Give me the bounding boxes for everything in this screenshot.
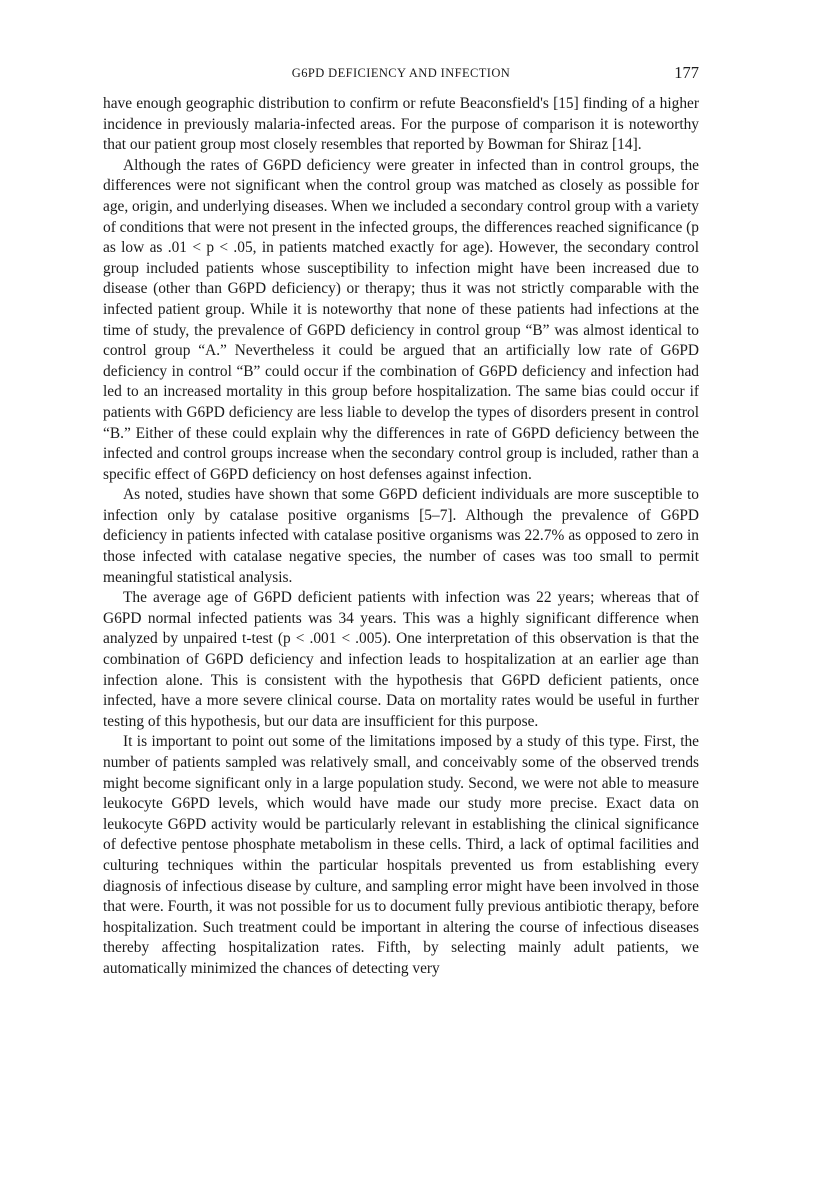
page-number: 177 [674, 63, 699, 82]
paragraph: The average age of G6PD deficient patients with infection was 22 years; whereas that of G6PD normal infected patients was 34 years. This was a highly significant difference when analyzed by unpaired t-test (p < .001 < .005). One interpretation of this observation is that the combination of G6PD deficiency and infection leads to hospitalization at an earlier age than infection alone. This is consistent with the hypothesis that G6PD deficient patients, once infected, have a more severe clinical course. Data on mortality rates would be useful in further testing of this hypothesis, but our data are insufficient for this purpose. [103, 589, 699, 730]
body-text [103, 94, 699, 980]
paragraph: Although the rates of G6PD deficiency were greater in infected than in control groups, the differences were not significant when the control group was matched as closely as possible for age, origin, and underlying diseases. When we included a secondary control group with a variety of conditions that were not present in the infected groups, the differences reached significance (p as low as .01 < p < .05, in patients matched exactly for age). However, the secondary control group included patients whose susceptibility to infection might have been increased due to disease (other than G6PD deficiency) or therapy; thus it was not strictly comparable with the infected patient group. While it is noteworthy that none of these patients had infections at the time of study, the prevalence of G6PD deficiency in control group “B” was almost identical to control group “A.” Nevertheless it could be argued that an artificially low rate of G6PD deficiency in control “B” could occur if the combination of G6PD deficiency and infection had led to an increased mortality in this group before hospitalization. The same bias could occur if patients with G6PD deficiency are less liable to develop the types of disorders present in control “B.” Either of these could explain why the differences in rate of G6PD deficiency between the infected and control groups increase when the secondary control group is included, rather than a specific effect of G6PD deficiency on host defenses against infection. [103, 156, 699, 483]
paragraph: As noted, studies have shown that some G6PD deficient individuals are more susceptible to infection only by catalase positive organisms [5–7]. Although the prevalence of G6PD deficiency in patients infected with catalase positive organisms was 22.7% as opposed to zero in those infected with catalase negative species, the number of cases was too small to permit meaningful statistical analysis. [103, 486, 699, 586]
running-title: G6PD DEFICIENCY AND INFECTION [291, 66, 511, 80]
paragraph: It is important to point out some of the limitations imposed by a study of this type. First, the number of patients sampled was relatively small, and conceivably some of the observed trends might become significant only in a large population study. Second, we were not able to measure leukocyte G6PD levels, which would have made our study more precise. Exact data on leukocyte G6PD activity would be particularly relevant in establishing the clinical significance of defective pentose phosphate metabolism in these cells. Third, a lack of optimal facilities and culturing techniques within the particular hospitals prevented us from establishing every diagnosis of infectious disease by culture, and sampling error might have been involved in those that were. Fourth, it was not possible for us to document fully previous antibiotic therapy, before hospitalization. Such treatment could be important in altering the course of infectious diseases thereby affecting hospitalization rates. Fifth, by selecting mainly adult patients, we automatically minimized the chances of detecting very [103, 733, 699, 977]
running-header [103, 63, 699, 86]
paragraph-continuation: have enough geographic distribution to confirm or refute Beaconsfield's [15] finding of a higher incidence in previously malaria-infected areas. For the purpose of comparison it is noteworthy that our patient group most closely resembles that reported by Bowman for Shiraz [14]. [103, 95, 699, 154]
